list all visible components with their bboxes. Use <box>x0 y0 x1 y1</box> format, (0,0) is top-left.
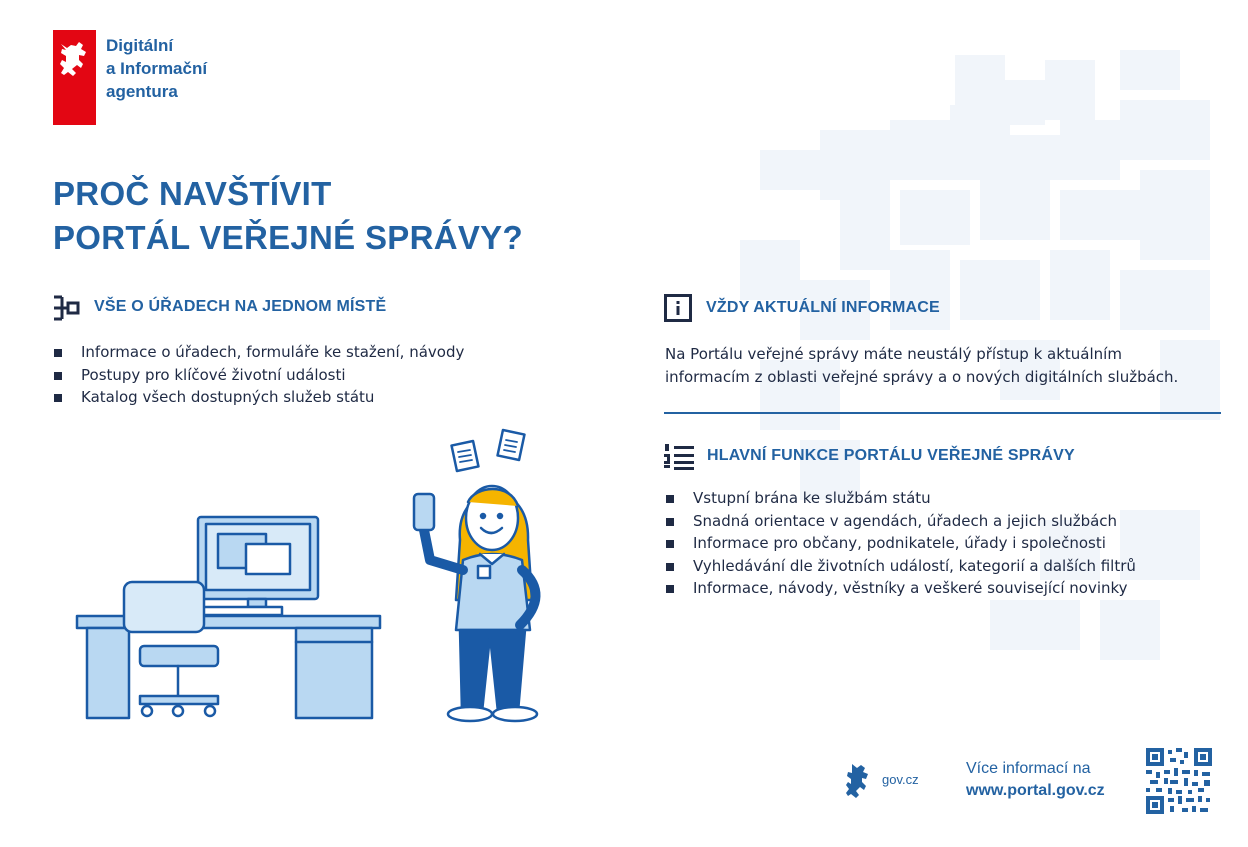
dia-logo-emblem <box>53 30 96 125</box>
lion-icon <box>53 30 96 125</box>
section-heading-functions: HLAVNÍ FUNKCE PORTÁLU VEŘEJNÉ SPRÁVY <box>707 447 1075 464</box>
list-item: Informace o úřadech, formuláře ke stažení, návody <box>54 341 464 364</box>
list-item: Katalog všech dostupných služeb státu <box>54 386 464 409</box>
portal-url-link[interactable]: www.portal.gov.cz <box>966 782 1105 799</box>
gov-lion-icon <box>846 762 874 798</box>
info-paragraph <box>665 343 1225 388</box>
list-item: Postupy pro klíčové životní události <box>54 364 464 387</box>
section-heading-offices: VŠE O ÚŘADECH NA JEDNOM MÍSTĚ <box>94 298 387 315</box>
list-item: Vyhledávání dle životních událostí, kategorií a dalších filtrů <box>666 555 1136 578</box>
org-chart-icon <box>52 294 82 322</box>
logo-line-2: a Informační <box>106 59 208 78</box>
list-item: Vstupní brána ke službám státu <box>666 487 1136 510</box>
functions-list <box>666 487 1136 600</box>
list-item: Snadná orientace v agendách, úřadech a jejich službách <box>666 510 1136 533</box>
info-icon <box>664 294 692 322</box>
title-line-1: PROČ NAVŠTÍVIT <box>53 175 332 212</box>
offices-list <box>54 341 464 409</box>
info-text-line-1: Na Portálu veřejné správy máte neustálý přístup k aktuálním <box>665 345 1122 363</box>
list-item: Informace pro občany, podnikatele, úřady i společnosti <box>666 532 1136 555</box>
logo-line-3: agentura <box>106 82 178 101</box>
more-info-text: Více informací na <box>966 760 1091 777</box>
office-illustration <box>70 420 560 730</box>
dia-logo-text <box>106 34 207 103</box>
more-info-block <box>966 758 1105 802</box>
list-item: Informace, návody, věstníky a veškeré související novinky <box>666 577 1136 600</box>
section-heading-info: VŽDY AKTUÁLNÍ INFORMACE <box>706 299 940 316</box>
page-title <box>53 172 523 260</box>
section-divider <box>664 412 1221 414</box>
govcz-label: gov.cz <box>882 772 919 787</box>
qr-code-icon[interactable] <box>1146 748 1212 814</box>
numbered-list-icon <box>664 443 694 471</box>
logo-line-1: Digitální <box>106 36 174 55</box>
info-text-line-2: informacím z oblasti veřejné správy a o nových digitálních službách. <box>665 367 1179 386</box>
title-line-2: PORTÁL VEŘEJNÉ SPRÁVY? <box>53 219 523 256</box>
